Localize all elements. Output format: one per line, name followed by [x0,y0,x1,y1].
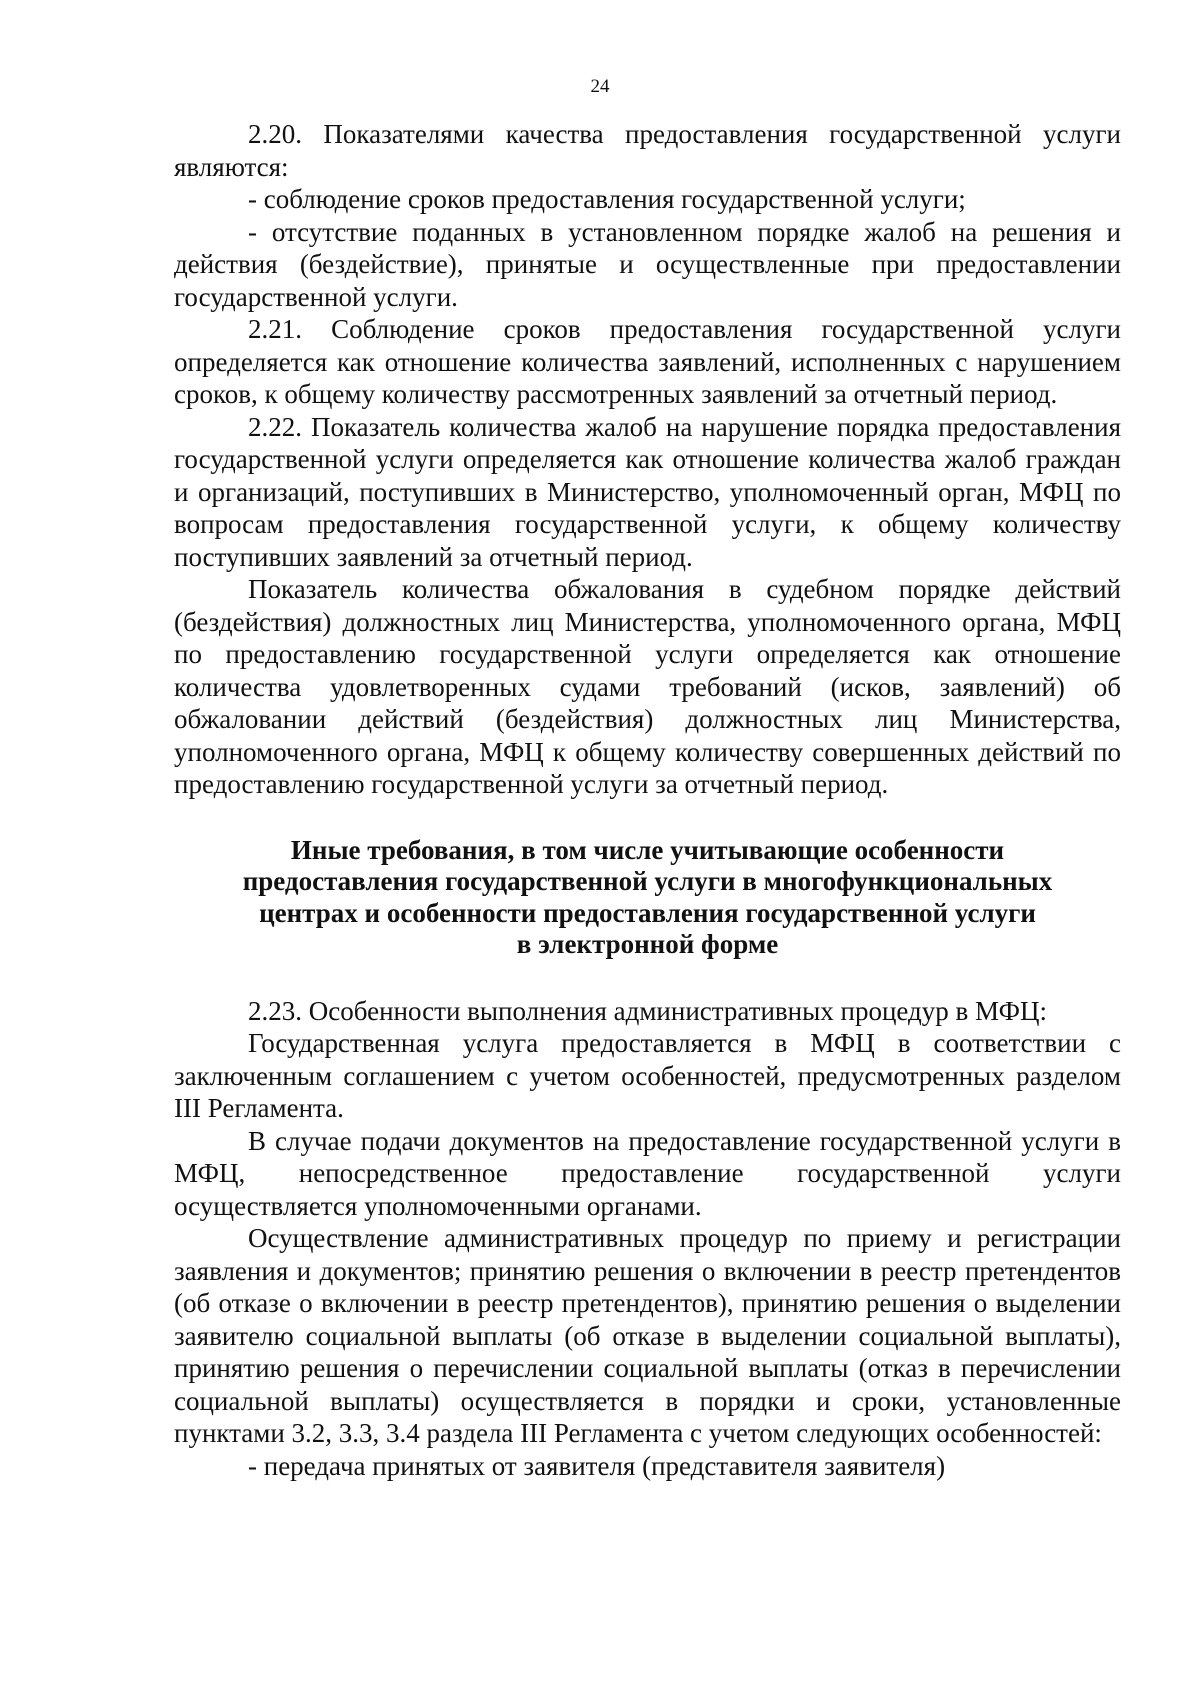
document-body [174,118,1121,1482]
paragraph-2-22: 2.22. Показатель количества жалоб на нарушение порядка предоставления государственной услуги определяется как отношение количества жалоб граждан и организаций, поступивших в Министерство, уполномоченный орган, МФЦ по вопросам предоставления государственной услуги, к общему количеству поступивших заявлений за отчетный период. [174,411,1121,572]
paragraph-admin-procedures: Осуществление административных процедур по приему и регистрации заявления и документов; принятию решения о включении в реестр претендентов (об отказе о включении в реестр претендентов), принятию решения о выделении заявителю социальной выплаты (об отказе в выделении социальной выплаты), принятию решения о перечислении социальной выплаты (отказ в перечислении социальной выплаты) осуществляется в порядки и сроки, установленные пунктами 3.2, 3.3, 3.4 раздела III Регламента с учетом следующих особенностей: [174,1223,1121,1448]
heading-line: в электронной форме [516,929,779,959]
heading-line: центрах и особенности предоставления государственной услуги [259,897,1036,928]
heading-line: предоставления государственной услуги в многофункциональных [242,866,1053,896]
section-heading [174,835,1121,961]
paragraph-2-23: 2.23. Особенности выполнения административных процедур в МФЦ: [248,995,1047,1026]
paragraph-mfc-agreement: Государственная услуга предоставляется в МФЦ в соответствии с заключенным соглашением с учетом особенностей, предусмотренных разделом III Регламента. [174,1028,1121,1123]
bullet-no-complaints: - отсутствие поданных в установленном порядке жалоб на решения и действия (бездействие), принятые и осуществленные при предоставлении государственной услуги. [174,216,1121,312]
bullet-deadlines: - соблюдение сроков предоставления государственной услуги; [248,184,966,214]
heading-line: Иные требования, в том числе учитывающие особенности [290,834,1005,865]
paragraph-2-21: 2.21. Соблюдение сроков предоставления государственной услуги определяется как отношение количества заявлений, исполненных с нарушением сроков, к общему количеству рассмотренных заявлений за отчетный период. [174,314,1121,409]
page-number: 24 [590,76,610,97]
paragraph-mfc-submission: В случае подачи документов на предоставление государственной услуги в МФЦ, непосредственное предоставление государственной услуги осуществляется уполномоченными органами. [174,1125,1121,1221]
bullet-transfer: - передача принятых от заявителя (представителя заявителя) [248,1450,946,1481]
paragraph-2-20: 2.20. Показателями качества предоставления государственной услуги являются: [174,119,1121,182]
paragraph-court-appeals: Показатель количества обжалования в судебном порядке действий (бездействия) должностных лиц Министерства, уполномоченного органа, МФЦ по предоставлению государственной услуги определяется как отношение количества удовлетворенных судами требований (исков, заявлений) об обжаловании действий (бездействия) должностных лиц Министерства, уполномоченного органа, МФЦ к общему количеству совершенных действий по предоставлению государственной услуги за отчетный период. [174,574,1121,799]
